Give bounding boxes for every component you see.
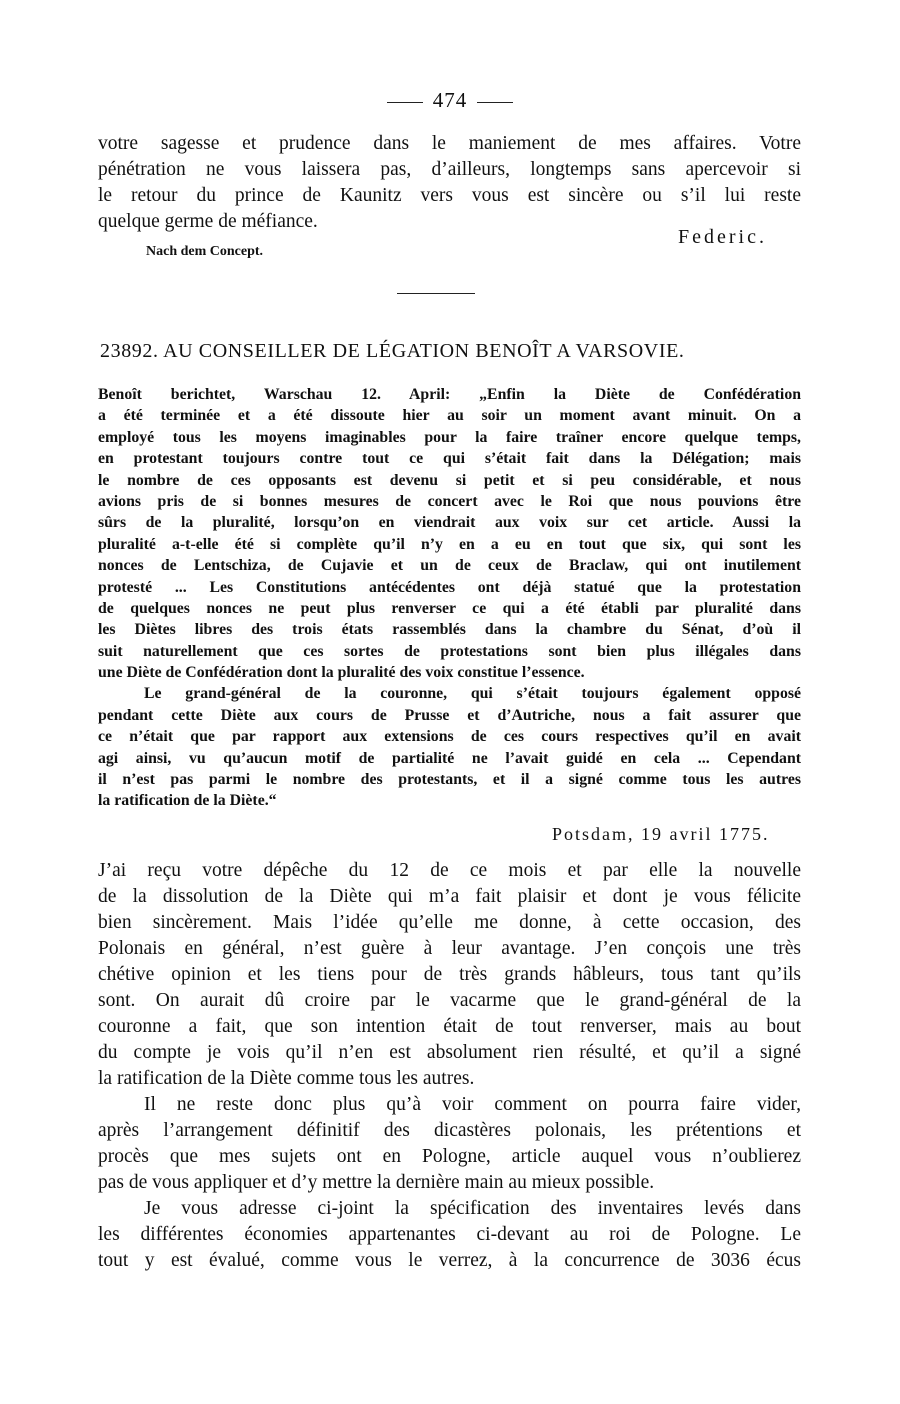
body-line: pas de vous appliquer et d’y mettre la dernière main au mieux possible.: [98, 1172, 655, 1193]
dateline: Potsdam, 19 avril 1775.: [552, 824, 770, 844]
report-line: avions pris de si bonnes mesures de concert avec le Roi que nous pouvions être: [98, 492, 801, 510]
body-line: Il ne reste donc plus qu’à voir comment on pourra faire vider,: [144, 1094, 801, 1115]
report-line: employé tous les moyens imaginables pour la faire traîner encore quelque temps,: [98, 428, 801, 446]
report-summary: [98, 384, 801, 812]
body-line: bien sincèrement. Mais l’idée qu’elle me donne, à cette occasion, des: [98, 912, 801, 933]
text-line: votre sagesse et prudence dans le maniement de mes affaires. Votre: [98, 133, 801, 154]
report-line: ce n’était que par rapport aux extensions de ces cours respectives qu’il en avait: [98, 728, 801, 746]
page-number-text: 474: [432, 88, 468, 112]
report-line: la ratification de la Diète.“: [98, 792, 277, 810]
report-line: en protestant toujours contre tout ce qui s’était fait dans la Délégation; mais: [98, 450, 801, 468]
report-line: sûrs de la pluralité, lorsqu’on en viendrait aux voix sur cet article. Aussi la: [98, 514, 801, 532]
document-heading: 23892. AU CONSEILLER DE LÉGATION BENOÎT A VARSOVIE.: [100, 340, 685, 362]
body-line: tout y est évalué, comme vous le verrez, à la concurrence de 3036 écus: [98, 1250, 801, 1271]
report-line: pendant cette Diète aux cours de Prusse et d’Autriche, nous a fait assurer que: [98, 706, 801, 724]
report-line: protesté ... Les Constitutions antécédentes ont déjà statué que la protestation: [98, 578, 801, 596]
report-line: le nombre de ces opposants est devenu si petit et si peu considérable, et nous: [98, 471, 801, 489]
text-line: quelque germe de méfiance.: [98, 211, 318, 232]
body-line: la ratification de la Diète comme tous les autres.: [98, 1068, 475, 1089]
letter-end-text: [98, 131, 801, 235]
report-line: suit naturellement que ces sortes de protestations sont bien plus illégales dans: [98, 642, 801, 660]
body-line: Je vous adresse ci-joint la spécification des inventaires levés dans: [144, 1198, 801, 1219]
page-number-dash-right: [477, 102, 513, 103]
text-line: pénétration ne vous laissera pas, d’ailleurs, longtemps sans apercevoir si: [98, 159, 801, 180]
body-line: sont. On aurait dû croire par le vacarme que le grand-général de la: [98, 990, 801, 1011]
text-line: le retour du prince de Kaunitz vers vous est sincère ou s’il lui reste: [98, 185, 801, 206]
section-divider: [397, 293, 475, 294]
report-line: agi ainsi, vu qu’aucun motif de partialité ne l’avait guidé en cela ... Cependant: [98, 749, 801, 767]
page-number: [0, 88, 900, 113]
report-line: une Diète de Confédération dont la pluralité des voix constitue l’essence.: [98, 664, 585, 682]
body-line: Polonais en général, n’est guère à leur avantage. J’en conçois une très: [98, 938, 801, 959]
body-line: les différentes économies appartenantes ci-devant au roi de Pologne. Le: [98, 1224, 801, 1245]
body-line: J’ai reçu votre dépêche du 12 de ce mois et par elle la nouvelle: [98, 860, 801, 881]
letter-body: [98, 858, 801, 1274]
report-line: nonces de Lentschiza, de Cujavie et un de ceux de Braclaw, qui ont inutilement: [98, 557, 801, 575]
report-line: de quelques nonces ne peut plus renverser ce qui a été établi par pluralité dans: [98, 599, 801, 617]
report-line: pluralité a-t-elle été si complète qu’il n’y en a eu en tout que six, qui sont les: [98, 535, 801, 553]
body-line: après l’arrangement définitif des dicastères polonais, les prétentions et: [98, 1120, 801, 1141]
page-number-dash-left: [387, 102, 423, 103]
body-line: du compte je vois qu’il n’en est absolument rien résulté, et qu’il a signé: [98, 1042, 801, 1063]
report-line: Benoît berichtet, Warschau 12. April: „Enfin la Diète de Confédération: [98, 386, 801, 403]
report-line: Le grand-général de la couronne, qui s’était toujours également opposé: [144, 685, 801, 703]
body-line: couronne a fait, que son intention était de tout renverser, mais au bout: [98, 1016, 801, 1037]
report-line: a été terminée et a été dissoute hier au soir un moment avant minuit. On a: [98, 407, 801, 425]
signature: Federic.: [678, 226, 767, 248]
report-line: il n’est pas parmi le nombre des protestants, et il a signé comme tous les autres: [98, 771, 801, 789]
report-line: les Diètes libres des trois états rassemblés dans la chambre du Sénat, d’où il: [98, 621, 801, 639]
body-line: procès que mes sujets ont en Pologne, article auquel vous n’oublierez: [98, 1146, 801, 1167]
body-line: chétive opinion et les tiens pour de très grands hâbleurs, tous tant qu’ils: [98, 964, 801, 985]
source-note: Nach dem Concept.: [146, 244, 264, 259]
body-line: de la dissolution de la Diète qui m’a fait plaisir et dont je vous félicite: [98, 886, 801, 907]
